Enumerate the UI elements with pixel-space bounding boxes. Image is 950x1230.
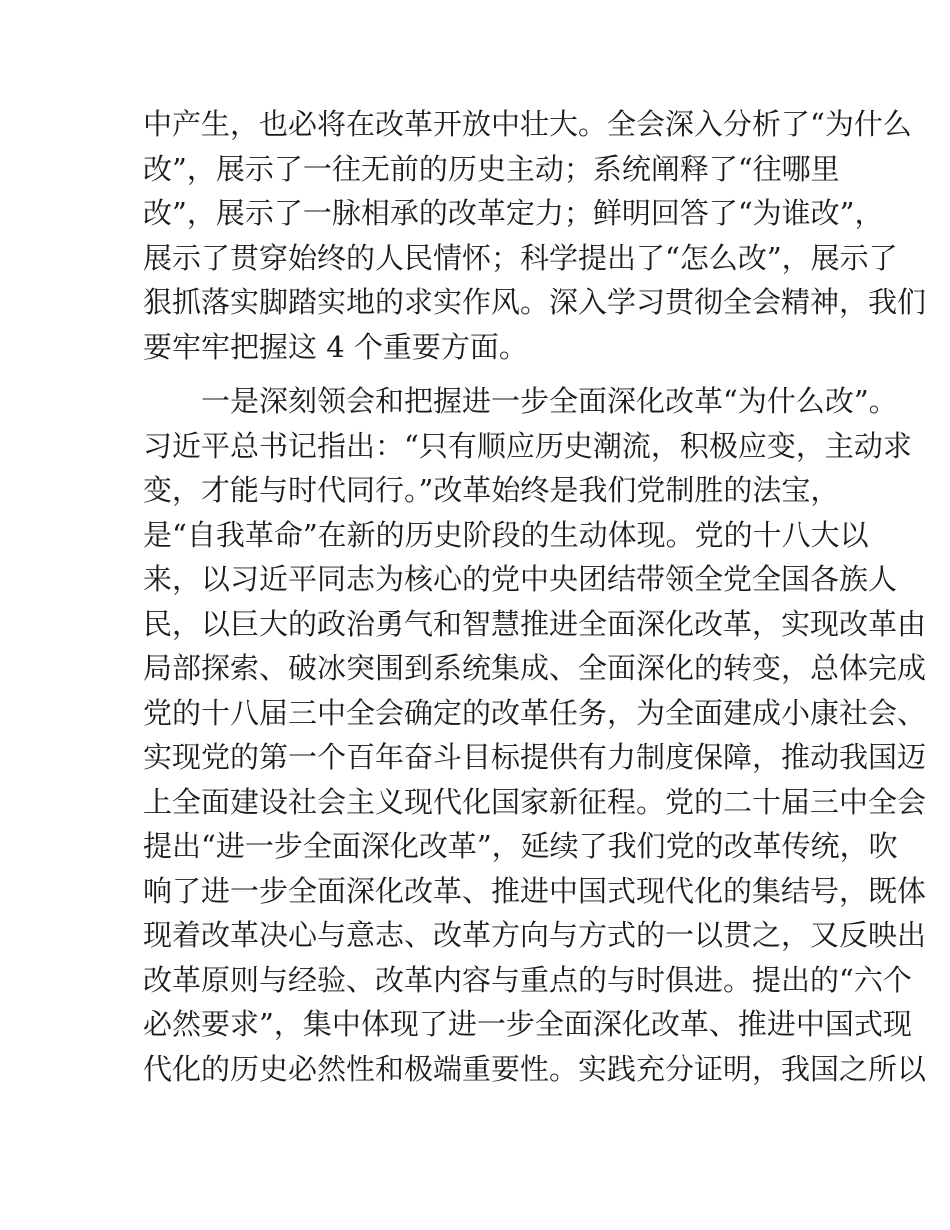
text-line: 局部探索、破冰突围到系统集成、全面深化的转变，总体完成 — [143, 651, 927, 685]
text-line: 提出“进一步全面深化改革”，延续了我们党的改革传统，吹 — [143, 829, 898, 863]
text-line: 党的十八届三中全会确定的改革任务，为全面建成小康社会、 — [143, 695, 927, 730]
text-line: 一是深刻领会和把握进一步全面深化改革“为什么改”。 — [201, 384, 898, 418]
text-line: 民，以巨大的政治勇气和智慧推进全面深化改革，实现改革由 — [143, 606, 927, 641]
text-line: 改”，展示了一往无前的历史主动；系统阐释了“往哪里 — [143, 151, 840, 186]
text-line: 实现党的第一个百年奋斗目标提供有力制度保障，推动我国迈 — [143, 740, 927, 774]
text-line: 响了进一步全面深化改革、推进中国式现代化的集结号，既体 — [143, 873, 927, 908]
text-line: 来，以习近平同志为核心的党中央团结带领全党全国各族人 — [143, 562, 898, 596]
text-line: 展示了贯穿始终的人民情怀；科学提出了“怎么改”，展示了 — [143, 240, 898, 275]
text-line: 现着改革决心与意志、改革方向与方式的一以贯之，又反映出 — [143, 918, 927, 952]
text-line: 是“自我革命”在新的历史阶段的生动体现。党的十八大以 — [143, 517, 869, 552]
paragraph-1 — [143, 102, 927, 369]
text-line: 上全面建设社会主义现代化国家新征程。党的二十届三中全会 — [143, 784, 927, 819]
text-line: 狠抓落实脚踏实地的求实作风。深入学习贯彻全会精神，我们 — [143, 285, 927, 319]
text-line: 要牢牢把握这 4 个重要方面。 — [143, 329, 528, 364]
text-line: 习近平总书记指出：“只有顺应历史潮流，积极应变，主动求 — [143, 428, 912, 463]
document-body — [143, 102, 927, 1091]
text-line: 中产生，也必将在改革开放中壮大。全会深入分析了“为什么 — [143, 107, 912, 141]
text-line: 改革原则与经验、改革内容与重点的与时俱进。提出的“六个 — [143, 962, 912, 997]
text-line: 代化的历史必然性和极端重要性。实践充分证明，我国之所以 — [143, 1051, 927, 1086]
text-line: 改”，展示了一脉相承的改革定力；鲜明回答了“为谁改”， — [143, 196, 884, 230]
text-line: 变，才能与时代同行。”改革始终是我们党制胜的法宝， — [143, 473, 840, 507]
paragraph-2 — [143, 379, 927, 1091]
paragraph-gap — [143, 369, 813, 379]
text-line: 必然要求”，集中体现了进一步全面深化改革、推进中国式现 — [143, 1007, 912, 1041]
